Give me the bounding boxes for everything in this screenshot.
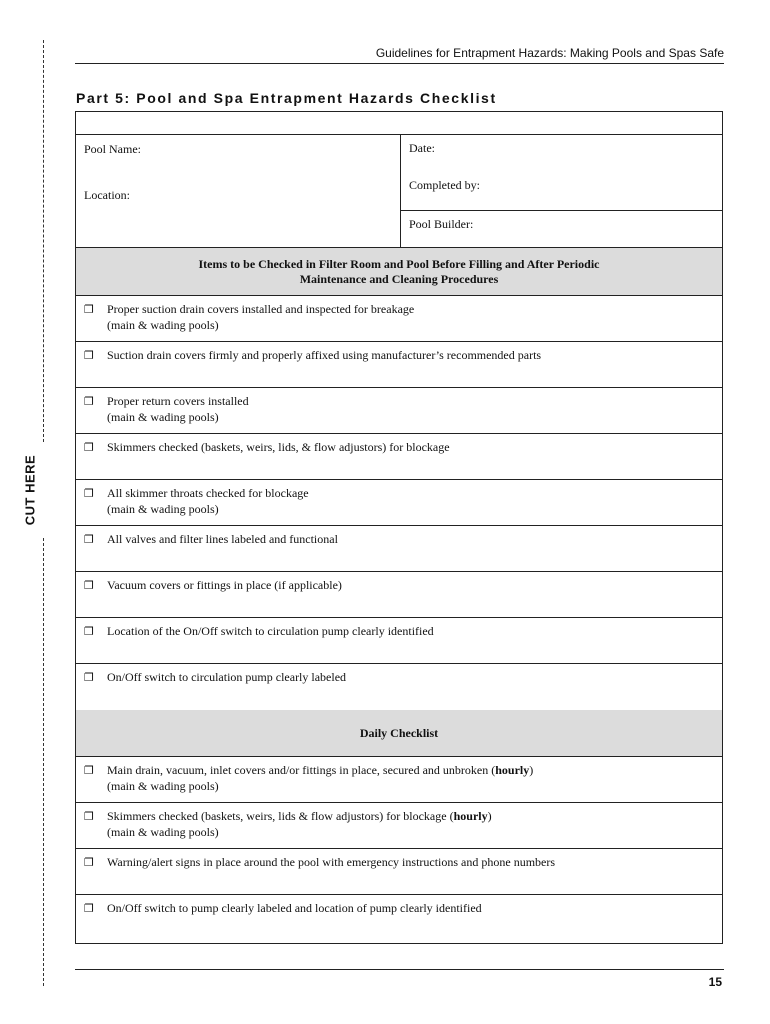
item-text: Location of the On/Off switch to circulation pump clearly identified: [107, 624, 434, 638]
item-text: Proper return covers installed: [107, 394, 249, 408]
item-text: All valves and filter lines labeled and functional: [107, 532, 338, 546]
checklist-item[interactable]: [76, 296, 722, 342]
checklist-item[interactable]: [76, 480, 722, 526]
checkbox-icon[interactable]: ❐: [84, 764, 94, 777]
builder-divider: [401, 210, 722, 211]
item-subtext: (main & wading pools): [107, 502, 219, 516]
item-text: [107, 854, 712, 870]
date-field[interactable]: Date:: [409, 141, 435, 155]
checklist-form: [75, 111, 723, 944]
item-text: [107, 808, 712, 824]
section1-title-line2: Maintenance and Cleaning Procedures: [299, 271, 499, 286]
top-strip: [76, 112, 722, 135]
location-field[interactable]: Location:: [84, 188, 130, 202]
section2-title: Daily Checklist: [359, 725, 439, 740]
item-text-pre: Warning/alert signs in place around the pool with emergency instructions and phone numbers: [107, 855, 556, 869]
checkbox-icon[interactable]: ❐: [84, 810, 94, 823]
item-text-pre: Main drain, vacuum, inlet covers and/or fittings in place, secured and unbroken (: [107, 763, 496, 777]
item-subtext: (main & wading pools): [107, 779, 219, 793]
item-text: All skimmer throats checked for blockage: [107, 486, 309, 500]
checklist-item[interactable]: [76, 434, 722, 480]
item-text: On/Off switch to circulation pump clearly labeled: [107, 670, 347, 684]
checklist-item[interactable]: [76, 803, 722, 849]
checklist-item[interactable]: [76, 342, 722, 388]
checklist-item[interactable]: [76, 757, 722, 803]
info-block: [76, 135, 722, 248]
section-header-daily: [76, 710, 722, 757]
cut-here-label: CUT HERE: [22, 454, 38, 526]
item-text: Suction drain covers firmly and properly affixed using manufacturer’s recommended parts: [107, 348, 542, 362]
checkbox-icon[interactable]: ❐: [84, 579, 94, 592]
pool-builder-field[interactable]: Pool Builder:: [409, 217, 474, 231]
item-text-bold: hourly: [495, 763, 530, 777]
checkbox-icon[interactable]: ❐: [84, 625, 94, 638]
checklist-item[interactable]: [76, 388, 722, 434]
checkbox-icon[interactable]: ❐: [84, 533, 94, 546]
item-text: Proper suction drain covers installed and inspected for breakage: [107, 302, 415, 316]
item-text-pre: On/Off switch to pump clearly labeled and location of pump clearly identified: [107, 901, 482, 915]
checkbox-icon[interactable]: ❐: [84, 671, 94, 684]
item-subtext: (main & wading pools): [107, 410, 219, 424]
checkbox-icon[interactable]: ❐: [84, 856, 94, 869]
checklist-item[interactable]: [76, 849, 722, 895]
running-head: Guidelines for Entrapment Hazards: Making Pools and Spas Safe: [375, 46, 724, 60]
item-subtext: (main & wading pools): [107, 825, 219, 839]
cut-line-bottom: [43, 538, 44, 986]
daily-items: [76, 757, 722, 941]
info-left: [76, 135, 401, 247]
item-text-post: ): [487, 809, 492, 823]
checkbox-icon[interactable]: ❐: [84, 303, 94, 316]
item-text-post: ): [529, 763, 534, 777]
item-text: Skimmers checked (baskets, weirs, lids, & flow adjustors) for blockage: [107, 440, 450, 454]
checklist-item[interactable]: [76, 895, 722, 941]
filter-room-items: [76, 296, 722, 710]
checklist-item[interactable]: [76, 572, 722, 618]
item-text: [107, 900, 712, 916]
footer-rule: [75, 969, 724, 970]
header-rule: [75, 63, 724, 64]
item-text-pre: Skimmers checked (baskets, weirs, lids & flow adjustors) for blockage (: [107, 809, 454, 823]
cut-line-top: [43, 40, 44, 442]
page-title: Part 5: Pool and Spa Entrapment Hazards Checklist: [76, 90, 497, 106]
info-right: [401, 135, 722, 247]
item-text: [107, 762, 712, 778]
page-number: 15: [708, 975, 722, 989]
checklist-item[interactable]: [76, 664, 722, 710]
item-text-bold: hourly: [453, 809, 488, 823]
section-header-filter-room: [76, 248, 722, 296]
item-subtext: (main & wading pools): [107, 318, 219, 332]
pool-name-field[interactable]: Pool Name:: [84, 142, 141, 156]
completed-by-field[interactable]: Completed by:: [409, 178, 480, 192]
checklist-item[interactable]: [76, 526, 722, 572]
checklist-item[interactable]: [76, 618, 722, 664]
checkbox-icon[interactable]: ❐: [84, 395, 94, 408]
checkbox-icon[interactable]: ❐: [84, 441, 94, 454]
checkbox-icon[interactable]: ❐: [84, 349, 94, 362]
checkbox-icon[interactable]: ❐: [84, 487, 94, 500]
item-text: Vacuum covers or fittings in place (if applicable): [107, 578, 342, 592]
section1-title-line1: Items to be Checked in Filter Room and Pool Before Filling and After Periodic: [198, 256, 600, 271]
checkbox-icon[interactable]: ❐: [84, 902, 94, 915]
